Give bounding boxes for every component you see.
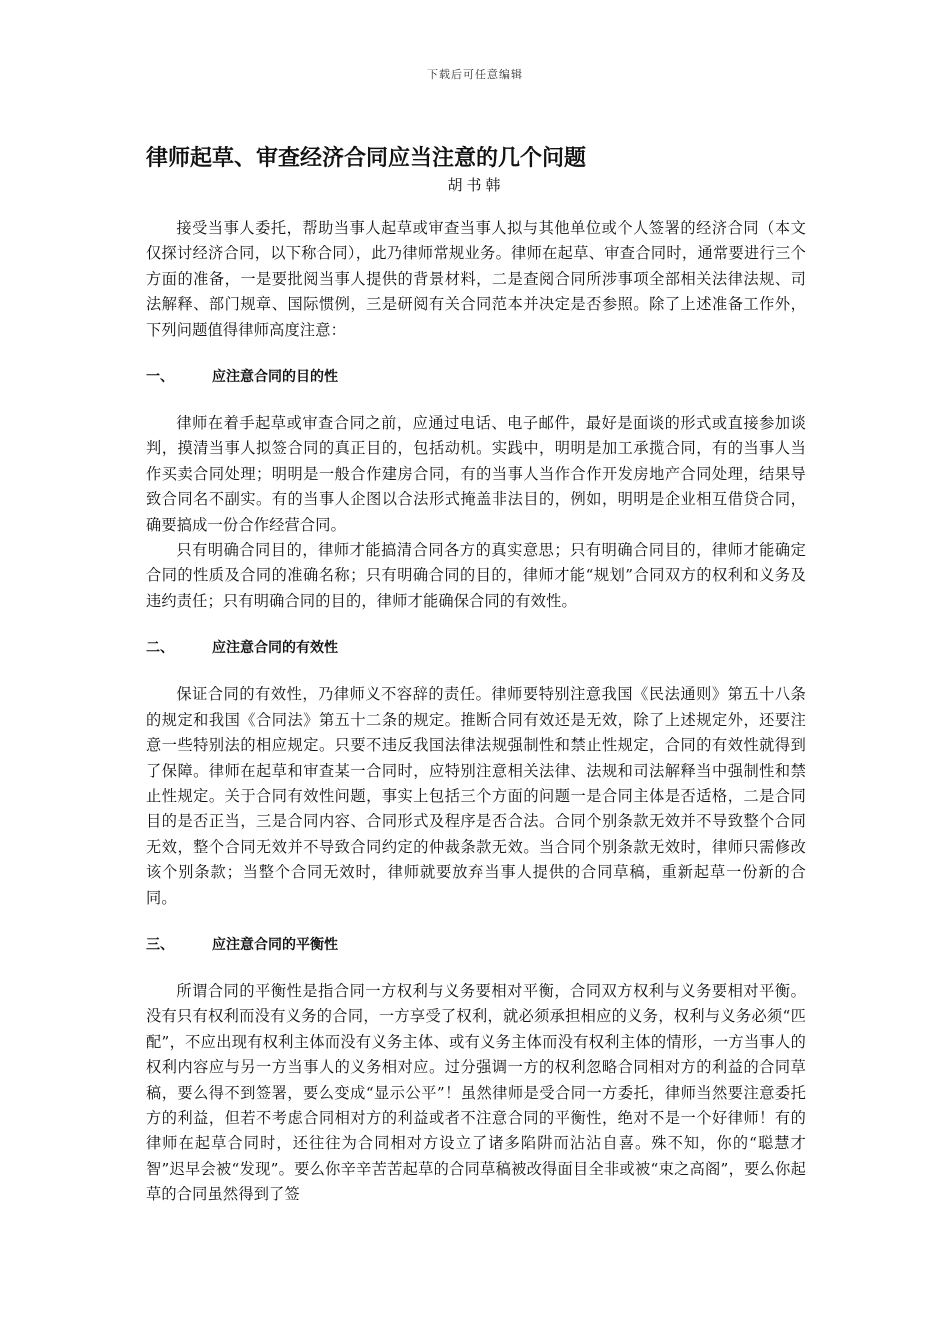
header-note: 下载后可任意编辑 (427, 68, 523, 81)
section-1-paragraph-1: 律师在着手起草或审查合同之前，应通过电话、电子邮件，最好是面谈的形式或直接参加谈判，摸清当事人拟签合同的真正目的，包括动机。实践中，明明是加工承揽合同，有的当事人当作买卖合同处理；明明是一般合作建房合同，有的当事人当作合作开发房地产合同处理，结果导致合同名不副实。有的当事人企图以合法形式掩盖非法目的，例如，明明是企业相互借贷合同，确要搞成一份合作经营合同。 (146, 414, 806, 534)
section-heading-2 (146, 636, 806, 660)
document-title: 律师起草、审查经济合同应当注意的几个问题 (146, 146, 587, 171)
section-number: 一、 (146, 369, 174, 386)
document-body (146, 144, 806, 1208)
section-2-paragraph-1: 保证合同的有效性，乃律师义不容辞的责任。律师要特别注意我国《民法通则》第五十八条的规定和我国《合同法》第五十二条的规定。推断合同有效还是无效，除了上述规定外，还要注意一些特别法的相应规定。只要不违反我国法律法规强制性和禁止性规定，合同的有效性就得到了保障。律师在起草和审查某一合同时，应特别注意相关法律、法规和司法解释当中强制性和禁止性规定。关于合同有效性问题，事实上包括三个方面的问题一是合同主体是否适格，二是合同目的是否正当，三是合同内容、合同形式及程序是否合法。合同个别条款无效并不导致整个合同无效，整个合同无效并不导致合同约定的仲裁条款无效。当合同个别条款无效时，律师只需修改该个别条款；当整个合同无效时，律师就要放弃当事人提供的合同草稿，重新起草一份新的合同。 (146, 685, 806, 907)
section-title: 应注意合同的平衡性 (212, 936, 338, 953)
section-1-paragraph-2: 只有明确合同目的，律师才能搞清合同各方的真实意思；只有明确合同目的，律师才能确定合同的性质及合同的准确名称；只有明确合同的目的，律师才能“规划”合同双方的权利和义务及违约责任；只有明确合同的目的，律师才能确保合同的有效性。 (146, 541, 806, 610)
author-name: 胡书韩 (447, 176, 505, 194)
section-heading-1 (146, 365, 806, 389)
section-3-paragraph-1: 所谓合同的平衡性是指合同一方权利与义务要相对平衡，合同双方权利与义务要相对平衡。没有只有权利而没有义务的合同，一方享受了权利，就必须承担相应的义务，权利与义务必须“匹配”，不应出现有权利主体而没有义务主体、或有义务主体而没有权利主体的情形，一方当事人的权利内容应与另一方当事人的义务相对应。过分强调一方的权利忽略合同相对方的利益的合同草稿，要么得不到签署，要么变成“显示公平”！虽然律师是受合同一方委托，律师当然要注意委托方的利益，但若不考虑合同相对方的利益或者不注意合同的平衡性，绝对不是一个好律师！有的律师在起草合同时，还往往为合同相对方设立了诸多陷阱而沾沾自喜。殊不知，你的“聪慧才智”迟早会被“发现”。要么你辛辛苦苦起草的合同草稿被改得面目全非或被“束之高阁”，要么你起草的合同虽然得到了签 (146, 981, 806, 1204)
section-title: 应注意合同的有效性 (212, 640, 338, 657)
section-number: 三、 (146, 936, 174, 953)
section-title: 应注意合同的目的性 (212, 369, 338, 386)
section-number: 二、 (146, 640, 174, 657)
section-heading-3 (146, 933, 806, 957)
intro-paragraph: 接受当事人委托，帮助当事人起草或审查当事人拟与其他单位或个人签署的经济合同（本文仅探讨经济合同，以下称合同），此乃律师常规业务。律师在起草、审查合同时，通常要进行三个方面的准备，一是要批阅当事人提供的背景材料，二是查阅合同所涉事项全部相关法律法规、司法解释、部门规章、国际惯例，三是研阅有关合同范本并决定是否参照。除了上述准备工作外，下列问题值得律师高度注意： (146, 219, 806, 339)
